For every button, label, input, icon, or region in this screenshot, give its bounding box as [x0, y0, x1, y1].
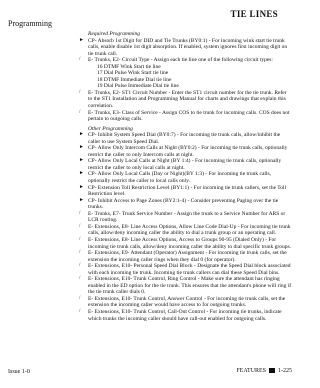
item-text: CP- Allow Only Local Calls (Day or Night)(BY 1:3) - For incoming tie trunk calls, optionally restrict the caller to local calls only. — [88, 171, 271, 185]
bullet-marker: / — [79, 223, 81, 229]
item-text: CP- Inhibit Access to Page Zones (BY2:1-4) - Consider preventing Paging over the tie trunks. — [88, 197, 279, 211]
list-item — [79, 210, 292, 224]
list-item — [79, 57, 292, 64]
list-item — [79, 184, 292, 198]
bullet-marker: ► — [79, 197, 84, 203]
item-text: E- Extensions, E8- Line Access Options, Access to Groups 90-95 (Dialed Only) - For incoming tie trunk calls, allow/deny incoming caller the ability to dial specific trunk groups. — [88, 236, 291, 250]
list-item — [79, 308, 292, 322]
list-item — [79, 171, 292, 185]
other-heading: Other Programming — [88, 125, 133, 132]
list-item — [79, 250, 292, 263]
square-marker-icon — [269, 368, 275, 373]
list-item — [79, 132, 292, 145]
list-item — [79, 37, 292, 58]
bullet-marker: ► — [79, 37, 84, 43]
item-text: CP- Inhibit System Speed Dial (BY0:7) - For incoming tie trunk calls, allow/inhibit the caller to use System Speed Dial. — [88, 132, 281, 145]
item-text: CP- Absorb 1st Digit for DID and Tie Trunks (BY0:1) - For incoming wink start tie trunk calls, enable disable 1st digit absorption. If enabled, system ignores first incoming digit on tie trunk call. — [88, 37, 288, 57]
list-item — [79, 223, 292, 237]
item-text: CP- Allow Only Local Calls at Night (BY 1:4) - For incoming tie trunk calls, optionally restrict the caller to only local calls at night. — [88, 158, 282, 171]
bullet-marker: ► — [79, 158, 84, 164]
footer-features-label: FEATURES — [236, 368, 266, 374]
required-heading: Required Programming — [88, 31, 140, 37]
item-text: E- Trunks, E3- Class of Service - Assign COS to tie trunk for incoming calls. COS does not pertain to outgoing calls. — [88, 109, 290, 123]
circuit-type: 19 Dial Pulse Immediate Dial tie line — [97, 83, 179, 90]
bullet-marker: ► — [79, 171, 84, 177]
circuit-type: 17 Dial Pulse Wink Start tie line — [97, 70, 169, 77]
item-text: E- Trunks, E2- Circuit Type - Assign each tie line one of the following circuit types: — [88, 57, 273, 64]
footer-page-info — [236, 368, 292, 374]
bullet-marker: / — [79, 236, 81, 242]
item-text: E- Trunks, E7- Trunk Service Number - Assign the trunk to a Service Number for ARS or LCR routing. — [88, 210, 286, 224]
list-item — [79, 145, 292, 158]
list-item — [79, 109, 292, 123]
list-item — [79, 276, 292, 296]
bullet-marker: / — [79, 89, 81, 95]
list-item — [79, 236, 292, 250]
item-text: E- Extensions, E8- Line Access Options, Allow Line Code Dial-Up - For incoming tie trunk calls, allow/deny incoming caller the ability to dial a trunk group or an operating call. — [88, 223, 291, 237]
bullet-marker: / — [79, 295, 81, 301]
list-item — [79, 197, 292, 211]
item-text: E- Extensions, E10- Personal Speed Dial Block - Designate the Speed Dial block associated with each incoming tie trunk. Incoming tie trunk callers can dial these Speed Dial bins. — [88, 263, 291, 276]
content-body — [79, 31, 292, 322]
circuit-type: 16 DTMF Wink Start tie line — [97, 63, 161, 70]
list-item — [79, 89, 292, 110]
bullet-marker: / — [79, 250, 81, 256]
list-item — [79, 295, 292, 309]
footer-issue: Issue 1-0 — [8, 369, 30, 375]
bullet-marker: ► — [79, 132, 84, 138]
bullet-marker: / — [79, 276, 81, 282]
page-header-title: TIE LINES — [230, 9, 278, 19]
list-item — [79, 158, 292, 171]
item-text: CP- Allow Only Intercom Calls at Night (BY0:2) - For incoming tie trunk calls, optionally restrict the caller to only Intercom calls at night. — [88, 145, 288, 158]
section-label: Programming — [8, 19, 52, 28]
item-text: E- Extensions, E10- Trunk Control, Answer Control - For incoming tie trunk calls, set the extension the incoming caller would have access to for outgoing trunks. — [88, 295, 286, 309]
bullet-marker: ► — [79, 184, 84, 190]
bullet-marker: / — [79, 109, 81, 115]
bullet-marker: / — [79, 210, 81, 216]
bullet-marker: / — [79, 308, 81, 314]
item-text: CP- Extension Toll Restriction Level (BY1:1) - For incoming tie trunk callers, set the Toll Restriction level. — [88, 184, 287, 198]
bullet-marker: ► — [79, 145, 84, 151]
bullet-marker: / — [79, 263, 81, 269]
circuit-type: 18 DTMF Immediate Dial tie line — [97, 76, 172, 83]
item-text: E- Extensions, E10- Trunk Control, Ring Control - Make sure the attendant has ringing enabled in the ED option for the tie trunk. This ensures that the attendant's phone will ring if the tie trunk caller dials 0. — [88, 276, 292, 296]
item-text: E- Trunks, E2- ST1 Circuit Number - Enter the ST1 circuit number for the tie trunk. Refer to the ST1 Installation and Programming Manual for charts and drawings that explain this correlation. — [88, 89, 287, 110]
bullet-marker: / — [79, 57, 81, 63]
list-item — [79, 263, 292, 276]
footer-page-number: 1-225 — [278, 368, 292, 374]
item-text: E- Extensions, E10- Trunk Control, Call-Out Control - For incoming tie trunks, indicate which trunks the incoming caller should have call-out enabled for outgoing calls. — [88, 308, 282, 322]
item-text: E- Extensions, E9- Attendant (Operator) Assignment - For incoming tie trunk calls, set the extension the incoming caller rings when they dial 0 (for operator). — [88, 250, 287, 263]
